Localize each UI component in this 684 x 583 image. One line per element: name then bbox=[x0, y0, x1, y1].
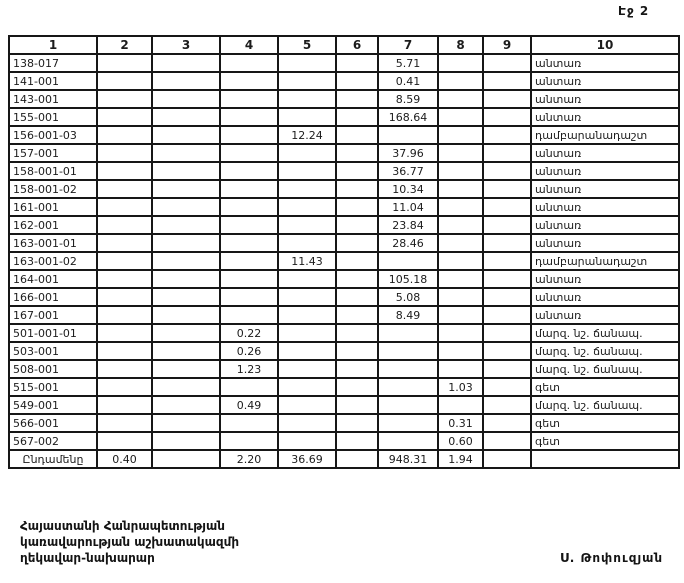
area-value-cell bbox=[438, 90, 483, 108]
table-row bbox=[9, 432, 679, 450]
area-value-cell bbox=[278, 108, 336, 126]
area-value-cell bbox=[97, 126, 152, 144]
area-value-cell bbox=[97, 378, 152, 396]
land-use-cell: դամբարանադաշտ bbox=[531, 126, 679, 144]
area-value-cell bbox=[438, 342, 483, 360]
land-use-cell: գետ bbox=[531, 414, 679, 432]
area-value-cell bbox=[483, 162, 531, 180]
area-value-cell bbox=[483, 126, 531, 144]
area-value-cell bbox=[97, 324, 152, 342]
area-value-cell: 105.18 bbox=[378, 270, 438, 288]
area-value-cell bbox=[483, 270, 531, 288]
table-row bbox=[9, 216, 679, 234]
area-value-cell bbox=[97, 144, 152, 162]
area-value-cell bbox=[152, 162, 220, 180]
parcel-code-cell: 166-001 bbox=[9, 288, 97, 306]
parcel-code-cell: 163-001-02 bbox=[9, 252, 97, 270]
area-value-cell bbox=[278, 90, 336, 108]
area-value-cell: 36.77 bbox=[378, 162, 438, 180]
area-value-cell bbox=[378, 432, 438, 450]
table-row bbox=[9, 414, 679, 432]
land-use-cell: դամբարանադաշտ bbox=[531, 252, 679, 270]
area-value-cell bbox=[97, 108, 152, 126]
table-row bbox=[9, 270, 679, 288]
area-value-cell bbox=[378, 414, 438, 432]
area-value-cell bbox=[220, 144, 278, 162]
signatory-title-block bbox=[20, 518, 239, 566]
area-value-cell bbox=[336, 72, 378, 90]
area-value-cell: 11.43 bbox=[278, 252, 336, 270]
column-header: 7 bbox=[378, 36, 438, 54]
signatory-name: Ս. Թոփուզյան bbox=[560, 551, 664, 565]
area-value-cell: 0.49 bbox=[220, 396, 278, 414]
area-value-cell bbox=[152, 198, 220, 216]
parcel-code-cell: 138-017 bbox=[9, 54, 97, 72]
column-header: 1 bbox=[9, 36, 97, 54]
area-value-cell bbox=[438, 234, 483, 252]
table-row bbox=[9, 378, 679, 396]
area-value-cell bbox=[336, 414, 378, 432]
area-value-cell bbox=[483, 324, 531, 342]
land-use-cell: մարզ. նշ. ճանապ. bbox=[531, 324, 679, 342]
area-value-cell bbox=[483, 450, 531, 468]
area-value-cell bbox=[438, 360, 483, 378]
land-use-cell: անտառ bbox=[531, 72, 679, 90]
area-value-cell: 36.69 bbox=[278, 450, 336, 468]
table-row bbox=[9, 198, 679, 216]
area-value-cell bbox=[97, 234, 152, 252]
area-value-cell: 0.31 bbox=[438, 414, 483, 432]
area-value-cell bbox=[152, 252, 220, 270]
area-value-cell: 28.46 bbox=[378, 234, 438, 252]
area-value-cell bbox=[336, 198, 378, 216]
area-value-cell bbox=[220, 216, 278, 234]
area-value-cell bbox=[336, 54, 378, 72]
area-value-cell: 2.20 bbox=[220, 450, 278, 468]
area-value-cell bbox=[152, 414, 220, 432]
area-value-cell bbox=[278, 162, 336, 180]
area-value-cell bbox=[220, 54, 278, 72]
parcel-code-cell: 167-001 bbox=[9, 306, 97, 324]
table-row bbox=[9, 396, 679, 414]
area-value-cell bbox=[278, 288, 336, 306]
table-row bbox=[9, 162, 679, 180]
area-value-cell bbox=[336, 306, 378, 324]
area-value-cell bbox=[152, 288, 220, 306]
table-row bbox=[9, 90, 679, 108]
area-value-cell: 23.84 bbox=[378, 216, 438, 234]
column-header: 4 bbox=[220, 36, 278, 54]
parcel-code-cell: 163-001-01 bbox=[9, 234, 97, 252]
area-value-cell bbox=[152, 360, 220, 378]
area-value-cell: 168.64 bbox=[378, 108, 438, 126]
area-value-cell bbox=[483, 144, 531, 162]
table-row bbox=[9, 234, 679, 252]
parcel-code-cell: 158-001-02 bbox=[9, 180, 97, 198]
area-value-cell bbox=[97, 198, 152, 216]
area-value-cell bbox=[97, 306, 152, 324]
parcel-code-cell: 508-001 bbox=[9, 360, 97, 378]
area-value-cell bbox=[278, 414, 336, 432]
land-use-cell bbox=[531, 450, 679, 468]
land-use-cell: անտառ bbox=[531, 162, 679, 180]
area-value-cell bbox=[438, 180, 483, 198]
area-value-cell: 1.23 bbox=[220, 360, 278, 378]
area-value-cell bbox=[97, 72, 152, 90]
column-header: 10 bbox=[531, 36, 679, 54]
parcel-code-cell: 161-001 bbox=[9, 198, 97, 216]
signatory-title-line: կառավարության աշխատակազմի bbox=[20, 535, 240, 549]
area-value-cell bbox=[336, 288, 378, 306]
area-value-cell bbox=[483, 72, 531, 90]
area-value-cell bbox=[220, 198, 278, 216]
area-value-cell bbox=[278, 270, 336, 288]
area-value-cell: 11.04 bbox=[378, 198, 438, 216]
area-value-cell bbox=[378, 378, 438, 396]
area-value-cell bbox=[220, 252, 278, 270]
area-value-cell: 0.26 bbox=[220, 342, 278, 360]
area-value-cell bbox=[278, 198, 336, 216]
area-value-cell: 0.60 bbox=[438, 432, 483, 450]
area-value-cell bbox=[97, 360, 152, 378]
area-value-cell bbox=[483, 306, 531, 324]
area-value-cell bbox=[97, 216, 152, 234]
area-value-cell: 8.59 bbox=[378, 90, 438, 108]
area-value-cell bbox=[438, 396, 483, 414]
area-value-cell bbox=[438, 54, 483, 72]
area-value-cell: 0.40 bbox=[97, 450, 152, 468]
area-value-cell bbox=[438, 198, 483, 216]
table-row bbox=[9, 126, 679, 144]
land-use-cell: անտառ bbox=[531, 144, 679, 162]
area-value-cell bbox=[336, 126, 378, 144]
area-value-cell: 37.96 bbox=[378, 144, 438, 162]
land-use-cell: գետ bbox=[531, 378, 679, 396]
area-value-cell bbox=[278, 216, 336, 234]
area-value-cell bbox=[220, 108, 278, 126]
area-value-cell bbox=[336, 90, 378, 108]
land-use-cell: անտառ bbox=[531, 54, 679, 72]
area-value-cell bbox=[483, 180, 531, 198]
area-value-cell bbox=[278, 72, 336, 90]
table-row bbox=[9, 108, 679, 126]
area-value-cell bbox=[378, 324, 438, 342]
area-value-cell bbox=[336, 396, 378, 414]
area-value-cell bbox=[483, 198, 531, 216]
area-value-cell bbox=[220, 414, 278, 432]
area-value-cell bbox=[152, 54, 220, 72]
land-use-cell: անտառ bbox=[531, 270, 679, 288]
parcel-code-cell: 162-001 bbox=[9, 216, 97, 234]
parcel-code-cell: 141-001 bbox=[9, 72, 97, 90]
area-value-cell bbox=[220, 306, 278, 324]
page-number-label: Էջ 2 bbox=[618, 4, 650, 18]
table-row bbox=[9, 54, 679, 72]
area-value-cell bbox=[97, 162, 152, 180]
area-value-cell bbox=[152, 144, 220, 162]
area-value-cell bbox=[278, 234, 336, 252]
area-value-cell bbox=[278, 432, 336, 450]
area-value-cell bbox=[438, 288, 483, 306]
parcel-code-cell: 155-001 bbox=[9, 108, 97, 126]
area-value-cell bbox=[336, 432, 378, 450]
area-value-cell bbox=[336, 108, 378, 126]
area-value-cell bbox=[483, 90, 531, 108]
column-header: 5 bbox=[278, 36, 336, 54]
parcel-code-cell: 515-001 bbox=[9, 378, 97, 396]
area-value-cell bbox=[152, 126, 220, 144]
area-value-cell bbox=[152, 324, 220, 342]
area-value-cell: 948.31 bbox=[378, 450, 438, 468]
area-value-cell bbox=[336, 378, 378, 396]
area-value-cell bbox=[152, 378, 220, 396]
area-value-cell bbox=[336, 450, 378, 468]
table-row bbox=[9, 306, 679, 324]
parcel-code-cell: 501-001-01 bbox=[9, 324, 97, 342]
area-value-cell bbox=[152, 216, 220, 234]
column-header: 2 bbox=[97, 36, 152, 54]
area-value-cell bbox=[438, 162, 483, 180]
table-row bbox=[9, 180, 679, 198]
area-value-cell bbox=[278, 54, 336, 72]
table-header-row bbox=[9, 36, 679, 54]
table-row bbox=[9, 324, 679, 342]
land-use-cell: անտառ bbox=[531, 108, 679, 126]
area-value-cell bbox=[97, 414, 152, 432]
area-value-cell bbox=[152, 234, 220, 252]
land-use-cell: անտառ bbox=[531, 198, 679, 216]
area-value-cell bbox=[378, 342, 438, 360]
area-value-cell bbox=[483, 234, 531, 252]
area-value-cell bbox=[483, 360, 531, 378]
area-value-cell bbox=[152, 72, 220, 90]
area-value-cell: 10.34 bbox=[378, 180, 438, 198]
column-header: 6 bbox=[336, 36, 378, 54]
table-row bbox=[9, 144, 679, 162]
table-row bbox=[9, 72, 679, 90]
area-value-cell bbox=[336, 324, 378, 342]
parcel-code-cell: 157-001 bbox=[9, 144, 97, 162]
area-value-cell bbox=[97, 432, 152, 450]
area-value-cell bbox=[278, 342, 336, 360]
area-value-cell bbox=[152, 90, 220, 108]
area-value-cell bbox=[483, 432, 531, 450]
area-value-cell bbox=[152, 108, 220, 126]
area-value-cell bbox=[483, 216, 531, 234]
area-value-cell bbox=[97, 288, 152, 306]
signatory-title-line: ղեկավար-նախարար bbox=[20, 551, 155, 565]
land-use-cell: անտառ bbox=[531, 180, 679, 198]
table-row bbox=[9, 360, 679, 378]
area-value-cell bbox=[378, 252, 438, 270]
area-value-cell bbox=[152, 396, 220, 414]
area-value-cell bbox=[220, 72, 278, 90]
parcel-code-cell: 549-001 bbox=[9, 396, 97, 414]
area-value-cell bbox=[220, 288, 278, 306]
area-value-cell bbox=[336, 180, 378, 198]
area-value-cell bbox=[336, 162, 378, 180]
area-value-cell bbox=[438, 306, 483, 324]
area-value-cell bbox=[438, 216, 483, 234]
area-value-cell bbox=[97, 270, 152, 288]
area-value-cell bbox=[152, 342, 220, 360]
column-header: 9 bbox=[483, 36, 531, 54]
parcel-code-cell: 158-001-01 bbox=[9, 162, 97, 180]
area-value-cell bbox=[220, 234, 278, 252]
total-row bbox=[9, 450, 679, 468]
area-value-cell bbox=[438, 126, 483, 144]
area-value-cell bbox=[336, 252, 378, 270]
area-value-cell: 12.24 bbox=[278, 126, 336, 144]
area-value-cell: 5.71 bbox=[378, 54, 438, 72]
area-value-cell bbox=[336, 342, 378, 360]
parcel-code-cell: 566-001 bbox=[9, 414, 97, 432]
area-value-cell bbox=[97, 180, 152, 198]
area-value-cell bbox=[336, 144, 378, 162]
signatory-title-line: Հայաստանի Հանրապետության bbox=[20, 519, 225, 533]
area-value-cell bbox=[97, 342, 152, 360]
area-value-cell bbox=[278, 324, 336, 342]
area-value-cell bbox=[97, 252, 152, 270]
area-value-cell: 0.41 bbox=[378, 72, 438, 90]
table-row bbox=[9, 342, 679, 360]
land-use-cell: մարզ. նշ. ճանապ. bbox=[531, 396, 679, 414]
land-parcel-table bbox=[8, 35, 680, 469]
area-value-cell bbox=[438, 72, 483, 90]
area-value-cell bbox=[483, 252, 531, 270]
total-label-cell: Ընդամենը bbox=[9, 450, 97, 468]
area-value-cell bbox=[483, 54, 531, 72]
area-value-cell bbox=[220, 126, 278, 144]
parcel-code-cell: 164-001 bbox=[9, 270, 97, 288]
parcel-code-cell: 503-001 bbox=[9, 342, 97, 360]
area-value-cell bbox=[438, 252, 483, 270]
area-value-cell: 8.49 bbox=[378, 306, 438, 324]
area-value-cell bbox=[152, 432, 220, 450]
table-row bbox=[9, 288, 679, 306]
area-value-cell bbox=[97, 90, 152, 108]
area-value-cell bbox=[278, 378, 336, 396]
column-header: 3 bbox=[152, 36, 220, 54]
land-use-cell: անտառ bbox=[531, 306, 679, 324]
land-use-cell: անտառ bbox=[531, 234, 679, 252]
area-value-cell bbox=[278, 180, 336, 198]
area-value-cell bbox=[483, 414, 531, 432]
land-use-cell: մարզ. նշ. ճանապ. bbox=[531, 342, 679, 360]
land-use-cell: անտառ bbox=[531, 216, 679, 234]
area-value-cell: 0.22 bbox=[220, 324, 278, 342]
area-value-cell bbox=[483, 342, 531, 360]
area-value-cell bbox=[378, 360, 438, 378]
area-value-cell bbox=[97, 54, 152, 72]
land-use-cell: գետ bbox=[531, 432, 679, 450]
area-value-cell bbox=[220, 432, 278, 450]
area-value-cell bbox=[220, 90, 278, 108]
area-value-cell bbox=[278, 360, 336, 378]
land-use-cell: մարզ. նշ. ճանապ. bbox=[531, 360, 679, 378]
parcel-code-cell: 567-002 bbox=[9, 432, 97, 450]
area-value-cell bbox=[483, 288, 531, 306]
area-value-cell bbox=[438, 270, 483, 288]
area-value-cell bbox=[438, 108, 483, 126]
area-value-cell bbox=[483, 108, 531, 126]
area-value-cell bbox=[278, 306, 336, 324]
area-value-cell bbox=[336, 216, 378, 234]
area-value-cell bbox=[152, 306, 220, 324]
area-value-cell bbox=[278, 396, 336, 414]
parcel-code-cell: 143-001 bbox=[9, 90, 97, 108]
area-value-cell bbox=[152, 270, 220, 288]
area-value-cell bbox=[278, 144, 336, 162]
area-value-cell bbox=[152, 180, 220, 198]
area-value-cell bbox=[220, 180, 278, 198]
area-value-cell bbox=[220, 378, 278, 396]
area-value-cell bbox=[438, 144, 483, 162]
land-use-cell: անտառ bbox=[531, 90, 679, 108]
area-value-cell: 5.08 bbox=[378, 288, 438, 306]
area-value-cell bbox=[378, 396, 438, 414]
area-value-cell bbox=[378, 126, 438, 144]
area-value-cell bbox=[97, 396, 152, 414]
area-value-cell bbox=[336, 234, 378, 252]
area-value-cell bbox=[220, 270, 278, 288]
table-row bbox=[9, 252, 679, 270]
area-value-cell bbox=[220, 162, 278, 180]
column-header: 8 bbox=[438, 36, 483, 54]
area-value-cell bbox=[483, 378, 531, 396]
area-value-cell bbox=[336, 360, 378, 378]
table-body bbox=[9, 54, 679, 468]
area-value-cell bbox=[152, 450, 220, 468]
area-value-cell: 1.03 bbox=[438, 378, 483, 396]
area-value-cell bbox=[483, 396, 531, 414]
area-value-cell bbox=[336, 270, 378, 288]
land-use-cell: անտառ bbox=[531, 288, 679, 306]
area-value-cell: 1.94 bbox=[438, 450, 483, 468]
parcel-code-cell: 156-001-03 bbox=[9, 126, 97, 144]
area-value-cell bbox=[438, 324, 483, 342]
